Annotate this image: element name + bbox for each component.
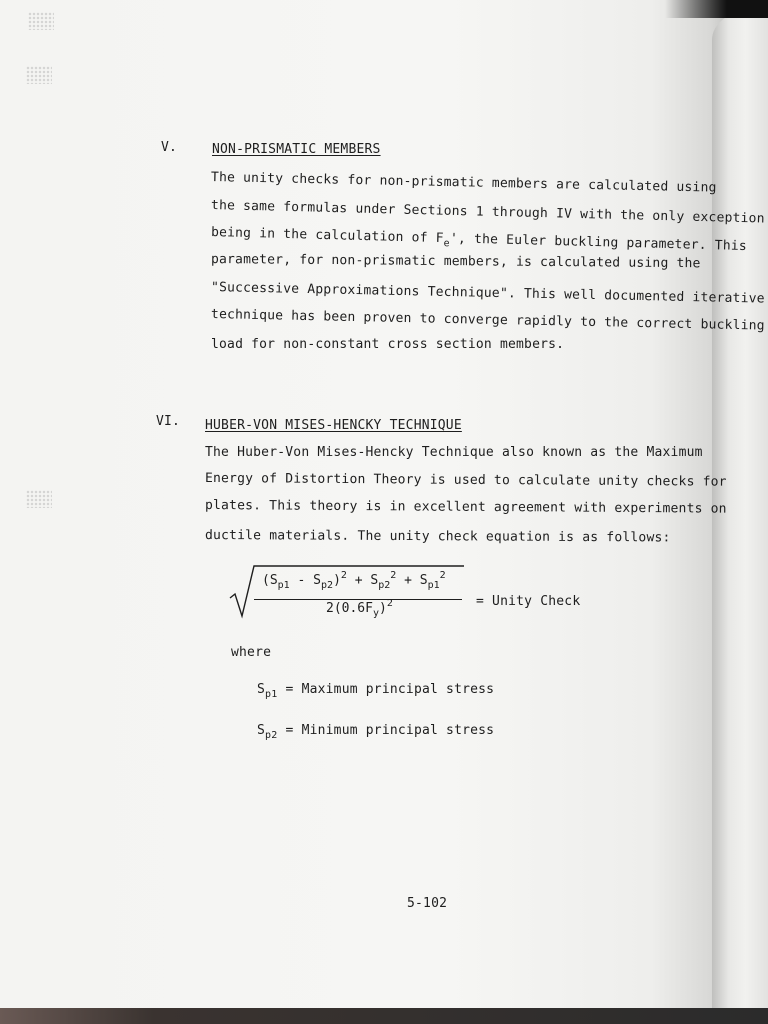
equation-numerator: $(S_{p1} - S_{p2})^2 + S_{p2}^2 + S_{p1}^2$ — [262, 570, 446, 591]
definition-sp2: $S_{p2}$ = Minimum principal stress — [257, 723, 495, 741]
definition-sp1: $S_{p1}$ = Maximum principal stress — [257, 682, 495, 700]
section-v-line-6: technique has been proven to converge rapidly to the correct buckling — [210, 307, 765, 334]
section-vi-heading: HUBER-VON MISES-HENCKY TECHNIQUE — [205, 418, 462, 433]
section-vi-line-1: The Huber-Von Mises-Hencky Technique also known as the Maximum — [205, 445, 703, 460]
section-vi-line-4: ductile materials. The unity check equation is as follows: — [204, 528, 671, 546]
section-vi-numeral: VI. — [156, 414, 181, 429]
section-vi-line-3: plates. This theory is in excellent agreement with experiments on — [204, 498, 727, 517]
section-v-line-4: parameter, for non-prismatic members, is calculated using the — [210, 252, 701, 272]
page-number: 5-102 — [407, 896, 448, 911]
section-v-line-2: the same formulas under Sections 1 through IV with the only exception — [210, 198, 765, 227]
scan-speck — [26, 490, 52, 508]
equation-denominator: $2(0.6F_y)^2$ — [326, 598, 393, 619]
section-v-line-5: "Successive Approximations Technique". This well documented iterative — [210, 280, 765, 307]
section-v-line-1: The unity checks for non-prismatic members are calculated using — [210, 170, 717, 196]
section-v-numeral: V. — [161, 140, 178, 155]
page-shadow — [665, 0, 768, 18]
equation-rhs: = Unity Check — [476, 594, 581, 609]
page-bottom-edge — [0, 1008, 768, 1024]
section-v-heading: NON-PRISMATIC MEMBERS — [212, 142, 381, 157]
scan-speck — [26, 66, 52, 84]
section-v-line-3: being in the calculation of $F_e'$, the Euler buckling parameter. This — [210, 225, 748, 255]
section-vi-line-2: Energy of Distortion Theory is used to calculate unity checks for — [204, 471, 727, 490]
where-label: where — [231, 645, 272, 660]
scan-speck — [28, 12, 54, 30]
section-v-line-7: load for non-constant cross section members. — [211, 337, 565, 352]
